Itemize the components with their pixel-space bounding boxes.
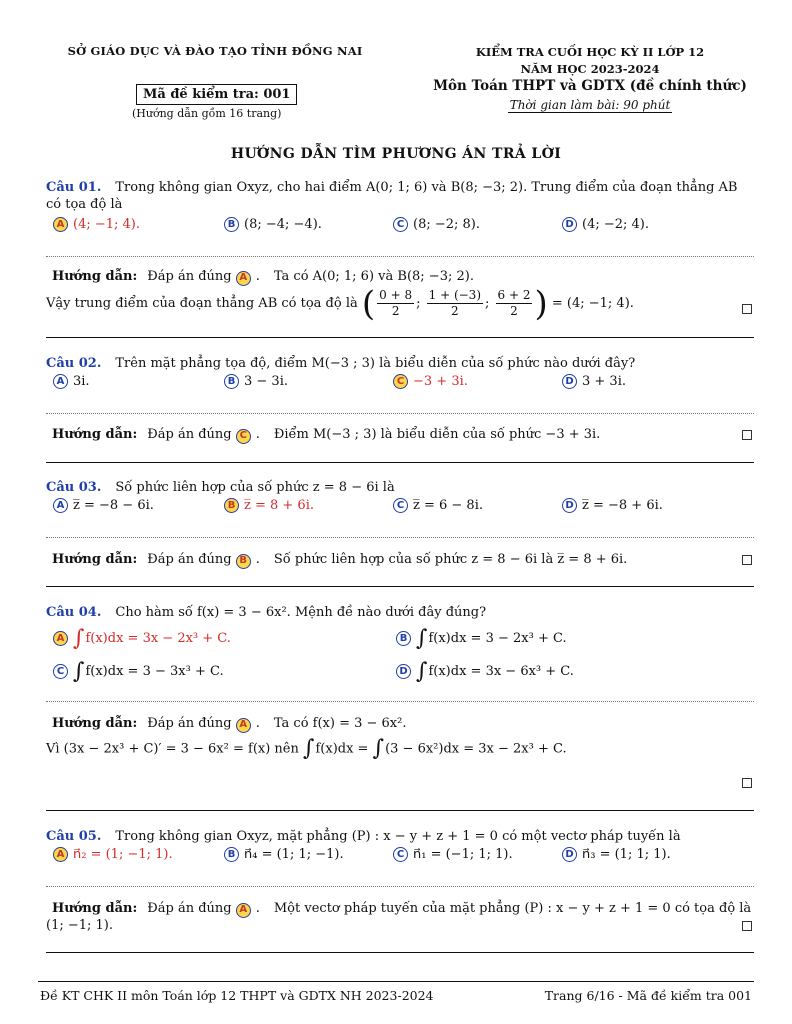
option-badge: D (562, 217, 577, 232)
section-rule (46, 586, 754, 587)
school-year: NĂM HỌC 2023-2024 (520, 62, 660, 76)
option-badge: D (562, 847, 577, 862)
fraction-z: $\frac{6 + 2}{2}$ (497, 288, 531, 318)
answer-badge: A (236, 718, 251, 733)
dotted-separator (46, 256, 754, 257)
guide-text: Vì (3x − 2x³ + C)′ = 3 − 6x² = f(x) nên (46, 741, 299, 757)
answer-prefix: Đáp án đúng (147, 716, 232, 731)
guide-label: Hướng dẫn: (52, 427, 138, 442)
option-text: n⃗₃ = (1; 1; 1). (582, 847, 671, 862)
integral-sign: ∫ (416, 626, 428, 651)
footer-rule (38, 981, 754, 982)
duration: Thời gian làm bài: 90 phút (509, 98, 671, 112)
option-badge: B (224, 847, 239, 862)
question-4 (46, 604, 754, 621)
integral-sign: ∫ (372, 736, 385, 761)
option-text: (8; −2; 8). (413, 217, 481, 232)
section-rule (46, 810, 754, 811)
question-text: Cho hàm số f(x) = 3 − 6x². Mệnh đề nào dưới đây đúng? (115, 605, 487, 620)
exam-title: KIỂM TRA CUỐI HỌC KỲ II LỚP 12 (475, 45, 705, 59)
option-text: −3 + 3i. (413, 374, 468, 389)
q4-option-d (396, 659, 574, 684)
guide-result: = (4; −1; 4). (551, 295, 634, 311)
q1-guide-line2: Vậy trung điểm của đoạn thẳng AB có tọa độ là ( $\frac{0 + 8}{2}$ ; $\frac{1 + (-3)}{2}$ ; $\frac{6 + 2}{2}$ ) = (4; −1; 4). (46, 283, 634, 324)
q5-guide-cont: (1; −1; 1). (46, 918, 114, 933)
section-rule (46, 337, 754, 338)
q5-guide: Hướng dẫn: Đáp án đúng A . Một vectơ pháp tuyến của mặt phẳng (P) : x − y + z + 1 = 0 có tọa độ là (52, 901, 752, 916)
dotted-separator (46, 413, 754, 414)
guide-text: (3 − 6x²)dx = 3x − 2x³ + C. (385, 741, 567, 757)
question-label: Câu 01. (46, 180, 102, 195)
option-badge: A (53, 631, 68, 646)
qed-square (742, 555, 752, 565)
option-text: f(x)dx = 3 − 2x³ + C. (428, 631, 567, 646)
exam-code-box: Mã đề kiểm tra: 001 (136, 84, 297, 105)
qed-square (742, 778, 752, 788)
option-badge: A (53, 498, 68, 513)
subject: Môn Toán THPT và GDTX (đề chính thức) (433, 78, 747, 94)
q2-guide: Hướng dẫn: Đáp án đúng C . Điểm M(−3 ; 3) là biểu diễn của số phức −3 + 3i. (52, 427, 601, 442)
question-2 (46, 355, 754, 372)
option-text: (4; −2; 4). (582, 217, 650, 232)
q5-option-d (562, 847, 671, 862)
q5-option-a (53, 847, 173, 862)
guide-label: Hướng dẫn: (52, 552, 138, 567)
integral-sign: ∫ (73, 626, 85, 651)
option-badge: C (393, 374, 408, 389)
question-label: Câu 03. (46, 480, 102, 495)
q1-option-a (53, 217, 140, 232)
section-rule (46, 952, 754, 953)
fraction-y: $\frac{1 + (-3)}{2}$ (428, 288, 481, 318)
option-badge: A (53, 217, 68, 232)
answer-prefix: Đáp án đúng (147, 552, 232, 567)
option-badge: C (393, 847, 408, 862)
question-label: Câu 02. (46, 356, 102, 371)
q5-option-b (224, 847, 344, 862)
guide-text: Ta có f(x) = 3 − 6x². (273, 716, 407, 731)
option-text: z̅ = −8 + 6i. (582, 498, 663, 513)
footer-page-number: Trang 6/16 - Mã đề kiểm tra 001 (544, 988, 752, 1003)
integral-sign: ∫ (416, 659, 428, 684)
q4-guide-line2 (46, 736, 754, 761)
dotted-separator (46, 701, 754, 702)
option-text: n⃗₄ = (1; 1; −1). (244, 847, 344, 862)
q3-guide: Hướng dẫn: Đáp án đúng B . Số phức liên hợp của số phức z = 8 − 6i là z̅ = 8 + 6i. (52, 552, 628, 567)
answer-prefix: Đáp án đúng (147, 901, 232, 916)
option-badge: C (53, 664, 68, 679)
answer-prefix: Đáp án đúng (147, 427, 232, 442)
qed-square (742, 921, 752, 931)
guide-text: Số phức liên hợp của số phức z = 8 − 6i là z̅ = 8 + 6i. (273, 552, 628, 567)
question-5 (46, 828, 754, 845)
guide-label: Hướng dẫn: (52, 269, 138, 284)
q3-option-b (224, 498, 314, 513)
qed-square (742, 430, 752, 440)
q4-option-a (53, 626, 231, 651)
question-3 (46, 479, 754, 496)
guide-text: Điểm M(−3 ; 3) là biểu diễn của số phức −3 + 3i. (273, 427, 601, 442)
question-text: Trong không gian Oxyz, mặt phẳng (P) : x − y + z + 1 = 0 có một vectơ pháp tuyến là (115, 829, 681, 844)
option-text: z̅ = 8 + 6i. (244, 498, 314, 513)
pages-note: (Hướng dẫn gồm 16 trang) (132, 107, 282, 120)
q4-option-c (53, 659, 224, 684)
option-badge: D (562, 374, 577, 389)
q3-option-d (562, 498, 663, 513)
footer-left: Đề KT CHK II môn Toán lớp 12 THPT và GDTX NH 2023-2024 (40, 988, 434, 1003)
question-text: Số phức liên hợp của số phức z = 8 − 6i là (115, 480, 395, 495)
option-badge: A (53, 374, 68, 389)
dotted-separator (46, 886, 754, 887)
qed-square (742, 304, 752, 314)
option-text: z̅ = −8 − 6i. (73, 498, 154, 513)
option-text: f(x)dx = 3x − 6x³ + C. (428, 664, 574, 679)
option-badge: C (393, 217, 408, 232)
guide-text: f(x)dx = (315, 741, 369, 757)
q3-option-a (53, 498, 154, 513)
integral-sign: ∫ (303, 736, 315, 761)
option-badge: D (562, 498, 577, 513)
q5-option-c (393, 847, 513, 862)
option-text: 3i. (73, 374, 90, 389)
option-text: n⃗₂ = (1; −1; 1). (73, 847, 173, 862)
option-text: 3 + 3i. (582, 374, 626, 389)
department-name: SỞ GIÁO DỤC VÀ ĐÀO TẠO TỈNH ĐỒNG NAI (67, 44, 363, 58)
q4-option-b (396, 626, 567, 651)
q2-option-a (53, 374, 90, 389)
dotted-separator (46, 537, 754, 538)
option-text: f(x)dx = 3x − 2x³ + C. (85, 631, 231, 646)
option-text: n⃗₁ = (−1; 1; 1). (413, 847, 513, 862)
q2-option-b (224, 374, 288, 389)
answer-prefix: Đáp án đúng (147, 269, 232, 284)
q1-option-b (224, 217, 322, 232)
guide-label: Hướng dẫn: (52, 716, 138, 731)
fraction-x: $\frac{0 + 8}{2}$ (379, 288, 413, 318)
option-badge: B (224, 374, 239, 389)
document-title: HƯỚNG DẪN TÌM PHƯƠNG ÁN TRẢ LỜI (230, 146, 562, 162)
exam-header-right (420, 44, 760, 112)
option-badge: D (396, 664, 411, 679)
guide-text: Ta có A(0; 1; 6) và B(8; −3; 2). (273, 269, 474, 284)
guide-text: Vậy trung điểm của đoạn thẳng AB có tọa độ là (46, 295, 358, 311)
q1-option-c (393, 217, 480, 232)
q1-option-d (562, 217, 649, 232)
integral-sign: ∫ (73, 659, 85, 684)
question-text: Trên mặt phẳng tọa độ, điểm M(−3 ; 3) là biểu diễn của số phức nào dưới đây? (115, 356, 636, 371)
option-text: (8; −4; −4). (244, 217, 322, 232)
q2-option-d (562, 374, 626, 389)
answer-badge: B (236, 554, 251, 569)
question-text: Trong không gian Oxyz, cho hai điểm A(0; 1; 6) và B(8; −3; 2). Trung điểm của đoạn thẳng AB có tọa độ là (46, 180, 738, 212)
guide-label: Hướng dẫn: (52, 901, 138, 916)
guide-text: Một vectơ pháp tuyến của mặt phẳng (P) : x − y + z + 1 = 0 có tọa độ là (273, 901, 752, 916)
option-badge: B (224, 498, 239, 513)
option-badge: B (224, 217, 239, 232)
option-text: f(x)dx = 3 − 3x³ + C. (85, 664, 224, 679)
answer-badge: A (236, 903, 251, 918)
option-badge: C (393, 498, 408, 513)
q1-guide: Hướng dẫn: Đáp án đúng A . Ta có A(0; 1; 6) và B(8; −3; 2). (52, 269, 474, 284)
option-text: 3 − 3i. (244, 374, 288, 389)
option-text: z̅ = 6 − 8i. (413, 498, 483, 513)
option-badge: A (53, 847, 68, 862)
option-text: (4; −1; 4). (73, 217, 141, 232)
question-1 (46, 179, 754, 213)
q3-option-c (393, 498, 483, 513)
option-badge: B (396, 631, 411, 646)
answer-badge: A (236, 271, 251, 286)
answer-badge: C (236, 429, 251, 444)
question-label: Câu 05. (46, 829, 102, 844)
question-label: Câu 04. (46, 605, 102, 620)
q4-guide: Hướng dẫn: Đáp án đúng A . Ta có f(x) = 3 − 6x². (52, 716, 407, 731)
section-rule (46, 462, 754, 463)
q2-option-c (393, 374, 468, 389)
